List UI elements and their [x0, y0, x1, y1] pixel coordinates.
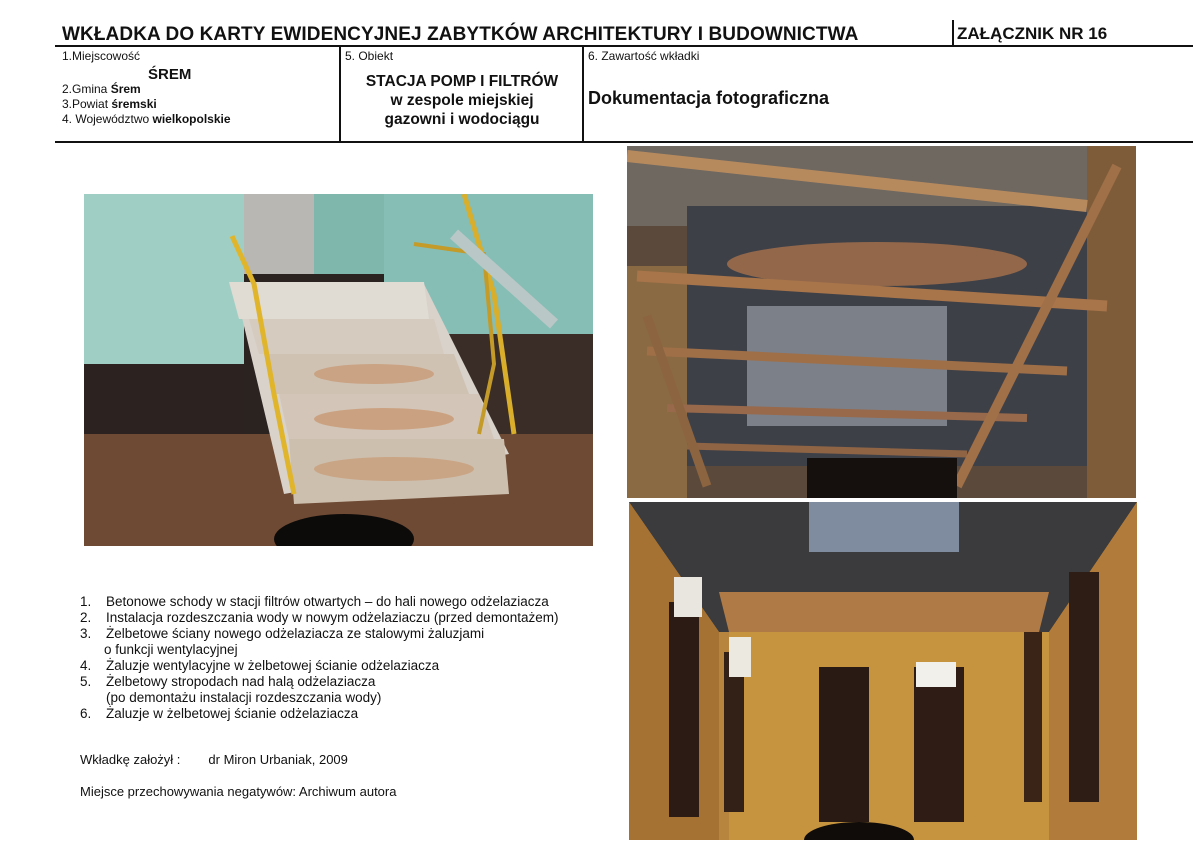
gmina-value: Śrem: [110, 82, 141, 96]
caption-number: 4.: [80, 658, 92, 673]
powiat-line: [62, 97, 157, 111]
contents-title: Dokumentacja fotograficzna: [588, 88, 830, 108]
caption-item: [80, 626, 600, 642]
founder-value: dr Miron Urbaniak, 2009: [208, 752, 348, 767]
caption-item: [80, 674, 600, 690]
caption-item: [80, 594, 600, 610]
object-name-line: STACJA POMP I FILTRÓW: [365, 73, 559, 90]
gmina-line: [62, 82, 141, 96]
caption-number: 1.: [80, 594, 92, 609]
caption-text: o funkcji wentylacyjnej: [104, 642, 238, 657]
header-bottom-rule: [55, 141, 1193, 143]
photo-stairs: [84, 194, 593, 546]
founder-line: [80, 752, 348, 767]
caption-text: Żaluzje wentylacyjne w żelbetowej ścianie odżelaziacza: [106, 658, 440, 673]
photo-water-installation: [627, 146, 1136, 498]
founder-label: Wkładkę założył :: [80, 752, 181, 767]
caption-item: [80, 610, 600, 626]
negatives-storage: Miejsce przechowywania negatywów: Archiwum autora: [80, 784, 397, 799]
object-name: [344, 72, 580, 129]
photo-louvre-walls: [629, 502, 1137, 840]
voivodeship-label: 4. Województwo: [62, 112, 153, 126]
caption-item: [80, 706, 600, 722]
town-name: ŚREM: [148, 66, 192, 83]
powiat-label: 3.Powiat: [62, 97, 112, 111]
caption-number: 6.: [80, 706, 92, 721]
caption-number: 5.: [80, 674, 92, 689]
caption-item: [80, 658, 600, 674]
powiat-value: śremski: [111, 97, 157, 111]
caption-item: [80, 690, 600, 706]
caption-text: Żaluzje w żelbetowej ścianie odżelaziacza: [106, 706, 359, 721]
object-name-line: gazowni i wodociągu: [384, 111, 540, 128]
gmina-label: 2.Gmina: [62, 82, 111, 96]
caption-text: Żelbetowy stropodach nad halą odżelaziacza: [106, 674, 376, 689]
caption-number: 2.: [80, 610, 92, 625]
annex-divider: [952, 20, 954, 46]
document-title: WKŁADKA DO KARTY EWIDENCYJNEJ ZABYTKÓW ARCHITEKTURY I BUDOWNICTWA: [62, 24, 859, 45]
caption-text: (po demontażu instalacji rozdeszczania wody): [106, 690, 382, 705]
contents-label: 6. Zawartość wkładki: [588, 49, 700, 63]
header-rule: [55, 45, 1193, 47]
caption-text: Betonowe schody w stacji filtrów otwartych – do hali nowego odżelaziacza: [106, 594, 549, 609]
object-label: 5. Obiekt: [345, 49, 394, 63]
voivodeship-line: [62, 112, 231, 126]
caption-number: 3.: [80, 626, 92, 641]
object-name-line: w zespole miejskiej: [390, 92, 534, 109]
column-divider: [339, 47, 341, 141]
column-divider: [582, 47, 584, 141]
caption-text: Żelbetowe ściany nowego odżelaziacza ze stalowymi żaluzjami: [106, 626, 485, 641]
location-label: 1.Miejscowość: [62, 49, 141, 63]
caption-text: Instalacja rozdeszczania wody w nowym odżelaziaczu (przed demontażem): [106, 610, 559, 625]
voivodeship-value: wielkopolskie: [152, 112, 231, 126]
photo-captions: [80, 594, 600, 722]
annex-number: ZAŁĄCZNIK NR 16: [957, 24, 1108, 43]
caption-item: [80, 642, 600, 658]
